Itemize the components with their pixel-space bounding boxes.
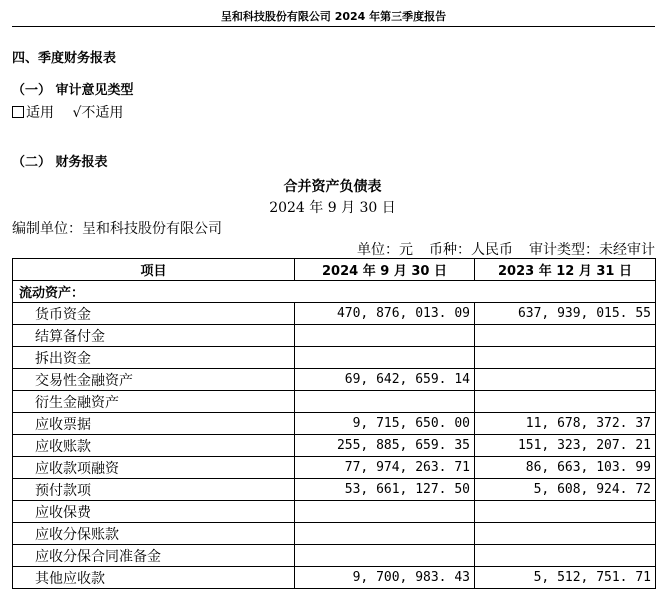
column-header-prior: 2023 年 12 月 31 日 bbox=[475, 259, 656, 281]
row-value-prior bbox=[475, 501, 656, 523]
row-value-current bbox=[295, 347, 475, 369]
statement-title: 合并资产负债表 bbox=[283, 179, 382, 195]
audit-opinion-heading: （一） 审计意见类型 bbox=[12, 83, 134, 98]
row-value-prior: 86, 663, 103. 99 bbox=[475, 457, 656, 479]
row-item-label: 拆出资金 bbox=[13, 347, 295, 369]
row-item-label: 应收分保账款 bbox=[13, 523, 295, 545]
category-label: 流动资产： bbox=[13, 281, 656, 303]
table-row bbox=[13, 391, 656, 413]
row-value-prior bbox=[475, 369, 656, 391]
table-row bbox=[13, 369, 656, 391]
checkmark-icon: √ bbox=[72, 105, 82, 121]
row-value-current bbox=[295, 523, 475, 545]
row-item-label: 应收保费 bbox=[13, 501, 295, 523]
row-item-label: 应收票据 bbox=[13, 413, 295, 435]
row-value-current: 77, 974, 263. 71 bbox=[295, 457, 475, 479]
row-value-current: 470, 876, 013. 09 bbox=[295, 303, 475, 325]
row-value-prior: 11, 678, 372. 37 bbox=[475, 413, 656, 435]
row-value-current: 69, 642, 659. 14 bbox=[295, 369, 475, 391]
row-value-prior bbox=[475, 391, 656, 413]
row-value-current: 53, 661, 127. 50 bbox=[295, 479, 475, 501]
row-value-prior: 637, 939, 015. 55 bbox=[475, 303, 656, 325]
table-row bbox=[13, 303, 656, 325]
table-row bbox=[13, 501, 656, 523]
audit-type-label: 审计类型：未经审计 bbox=[529, 242, 655, 258]
balance-sheet-table bbox=[12, 258, 656, 589]
preparer-company: 编制单位：呈和科技股份有限公司 bbox=[12, 221, 222, 237]
checkbox-empty-icon bbox=[12, 106, 24, 118]
category-row bbox=[13, 281, 656, 303]
row-item-label: 交易性金融资产 bbox=[13, 369, 295, 391]
audit-opinion-options bbox=[12, 102, 137, 122]
row-value-prior: 5, 512, 751. 71 bbox=[475, 567, 656, 589]
row-item-label: 应收款项融资 bbox=[13, 457, 295, 479]
table-row bbox=[13, 545, 656, 567]
row-item-label: 预付款项 bbox=[13, 479, 295, 501]
row-item-label: 其他应收款 bbox=[13, 567, 295, 589]
row-value-current bbox=[295, 501, 475, 523]
row-item-label: 结算备付金 bbox=[13, 325, 295, 347]
table-row bbox=[13, 567, 656, 589]
option-not-applicable-label: 不适用 bbox=[81, 105, 124, 121]
row-value-current: 9, 715, 650. 00 bbox=[295, 413, 475, 435]
table-row bbox=[13, 325, 656, 347]
row-value-current: 255, 885, 659. 35 bbox=[295, 435, 475, 457]
table-row bbox=[13, 457, 656, 479]
table-row bbox=[13, 435, 656, 457]
row-value-prior bbox=[475, 545, 656, 567]
row-value-prior bbox=[475, 523, 656, 545]
section-heading: 四、季度财务报表 bbox=[12, 51, 117, 66]
unit-label: 单位：元 bbox=[357, 242, 413, 258]
row-value-current bbox=[295, 391, 475, 413]
financial-statements-heading: （二） 财务报表 bbox=[12, 155, 108, 170]
option-not-applicable bbox=[72, 105, 123, 121]
row-value-prior: 5, 608, 924. 72 bbox=[475, 479, 656, 501]
row-item-label: 应收账款 bbox=[13, 435, 295, 457]
row-item-label: 货币资金 bbox=[13, 303, 295, 325]
option-applicable bbox=[12, 105, 58, 121]
column-header-current: 2024 年 9 月 30 日 bbox=[295, 259, 475, 281]
table-row bbox=[13, 413, 656, 435]
table-header-row bbox=[13, 259, 656, 281]
row-value-prior: 151, 323, 207. 21 bbox=[475, 435, 656, 457]
currency-label: 币种：人民币 bbox=[429, 242, 513, 258]
column-header-item: 项目 bbox=[13, 259, 295, 281]
row-value-current bbox=[295, 545, 475, 567]
statement-meta bbox=[341, 239, 655, 259]
row-value-current: 9, 700, 983. 43 bbox=[295, 567, 475, 589]
row-item-label: 衍生金融资产 bbox=[13, 391, 295, 413]
table-row bbox=[13, 479, 656, 501]
option-applicable-label: 适用 bbox=[26, 105, 54, 121]
row-value-prior bbox=[475, 347, 656, 369]
row-value-prior bbox=[475, 325, 656, 347]
statement-date: 2024 年 9 月 30 日 bbox=[269, 200, 396, 216]
table-row bbox=[13, 347, 656, 369]
table-row bbox=[13, 523, 656, 545]
row-value-current bbox=[295, 325, 475, 347]
row-item-label: 应收分保合同准备金 bbox=[13, 545, 295, 567]
page-header: 呈和科技股份有限公司 2024 年第三季度报告 bbox=[12, 4, 655, 27]
